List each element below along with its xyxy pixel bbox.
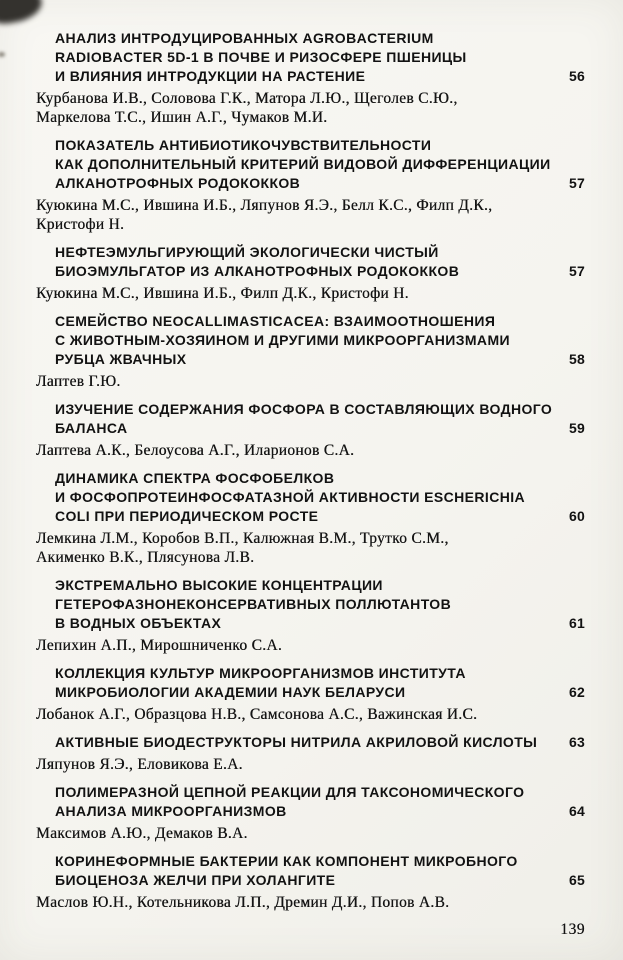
toc-title-line: НЕФТЕЭМУЛЬГИРУЮЩИЙ ЭКОЛОГИЧЕСКИ ЧИСТЫЙ: [55, 244, 439, 260]
toc-page-number: 57: [569, 263, 585, 279]
toc-author-line: Маркелова Т.С., Ишин А.Г., Чумаков М.И.: [36, 109, 328, 126]
toc-entry: [36, 664, 585, 724]
toc-page-number: 65: [569, 872, 585, 888]
toc-author-line: Куюкина М.С., Ившина И.Б., Ляпунов Я.Э., Белл К.С., Филп Д.К.,: [36, 197, 493, 214]
toc-author-line: Акименко В.К., Плясунова Л.В.: [36, 549, 255, 566]
toc-entry-authors: [36, 89, 585, 127]
toc-entry-title: [36, 852, 585, 890]
toc-entry: [36, 852, 585, 912]
toc-entry: [36, 469, 585, 567]
toc-entry-authors: [36, 636, 585, 655]
toc-title-line: [55, 67, 585, 86]
toc-title-line: ПОКАЗАТЕЛЬ АНТИБИОТИКОЧУВСТВИТЕЛЬНОСТИ: [55, 137, 432, 153]
toc-title-line: RADIOBACTER 5D-1 В ПОЧВЕ И РИЗОСФЕРЕ ПШЕНИЦЫ: [55, 49, 467, 65]
toc-entry-authors: [36, 705, 585, 724]
toc-author-line: Лемкина Л.М., Коробов В.П., Калюжная В.М., Трутко С.М.,: [36, 530, 449, 547]
toc-title-line-text: В ВОДНЫХ ОБЪЕКТАХ: [55, 615, 222, 631]
toc-entry: [36, 733, 585, 774]
toc-title-line: [55, 733, 585, 752]
toc-entry: [36, 576, 585, 655]
toc-entry-authors: [36, 196, 585, 234]
toc-entry: [36, 243, 585, 303]
toc-author-line: Максимов А.Ю., Демаков В.А.: [36, 825, 248, 842]
toc-entry-title: [36, 29, 585, 86]
toc-entry: [36, 136, 585, 234]
toc-title-line-text: И ВЛИЯНИЯ ИНТРОДУКЦИИ НА РАСТЕНИЕ: [55, 68, 366, 84]
toc-title-line-text: АЛКАНОТРОФНЫХ РОДОКОККОВ: [55, 175, 301, 191]
toc-entry-title: [36, 243, 585, 281]
toc-title-line: [55, 871, 585, 890]
toc-page-number: 60: [569, 508, 585, 524]
toc-page-number: 61: [569, 615, 585, 631]
toc-title-line: [55, 683, 585, 702]
toc-entry-title: [36, 783, 585, 821]
toc-author-line: Куюкина М.С., Ившина И.Б., Филп Д.К., Кристофи Н.: [36, 285, 409, 302]
toc-entry: [36, 400, 585, 460]
toc-author-line: Маслов Ю.Н., Котельникова Л.П., Дремин Д.И., Попов А.В.: [36, 894, 450, 911]
toc-entry-authors: [36, 824, 585, 843]
toc-author-line: Ляпунов Я.Э., Еловикова Е.А.: [36, 756, 243, 773]
toc-page-number: 56: [569, 68, 585, 84]
toc-entry-authors: [36, 441, 585, 460]
toc-title-line: АНАЛИЗ ИНТРОДУЦИРОВАННЫХ AGROBACTERIUM: [55, 30, 434, 46]
toc-entry-title: [36, 664, 585, 702]
toc-title-line-text: COLI ПРИ ПЕРИОДИЧЕСКОМ РОСТЕ: [55, 508, 319, 524]
toc-entry-authors: [36, 893, 585, 912]
toc-title-line: КОЛЛЕКЦИЯ КУЛЬТУР МИКРООРГАНИЗМОВ ИНСТИТУТА: [55, 665, 466, 681]
toc-page-number: 58: [569, 351, 585, 367]
toc-title-line: [55, 350, 585, 369]
toc-title-line-text: АКТИВНЫЕ БИОДЕСТРУКТОРЫ НИТРИЛА АКРИЛОВОЙ КИСЛОТЫ: [55, 734, 538, 750]
toc-title-line: ГЕТЕРОФАЗНОНЕКОНСЕРВАТИВНЫХ ПОЛЛЮТАНТОВ: [55, 596, 452, 612]
toc-title-line-text: БИОЭМУЛЬГАТОР ИЗ АЛКАНОТРОФНЫХ РОДОКОККОВ: [55, 263, 460, 279]
toc-entry-authors: [36, 284, 585, 303]
toc-entry: [36, 783, 585, 843]
toc-title-line: КАК ДОПОЛНИТЕЛЬНЫЙ КРИТЕРИЙ ВИДОВОЙ ДИФФЕРЕНЦИАЦИИ: [55, 156, 551, 172]
toc-page-number: 64: [569, 803, 585, 819]
toc-entry-title: [36, 576, 585, 633]
toc-title-line-text: БИОЦЕНОЗА ЖЕЛЧИ ПРИ ХОЛАНГИТЕ: [55, 872, 336, 888]
toc-author-line: Кристофи Н.: [36, 216, 125, 233]
toc-entry-title: [36, 400, 585, 438]
toc-entry-authors: [36, 529, 585, 567]
toc-title-line: ЭКСТРЕМАЛЬНО ВЫСОКИЕ КОНЦЕНТРАЦИИ: [55, 577, 383, 593]
toc-title-line: ПОЛИМЕРАЗНОЙ ЦЕПНОЙ РЕАКЦИИ ДЛЯ ТАКСОНОМИЧЕСКОГО: [55, 784, 525, 800]
toc-author-line: Лаптев Г.Ю.: [36, 373, 121, 390]
toc-entry-authors: [36, 755, 585, 774]
toc-author-line: Курбанова И.В., Соловова Г.К., Матора Л.Ю., Щеголев С.Ю.,: [36, 90, 458, 107]
toc-title-line-text: БАЛАНСА: [55, 420, 128, 436]
toc-page-number: 62: [569, 684, 585, 700]
toc-title-line: [55, 174, 585, 193]
toc-title-line: ИЗУЧЕНИЕ СОДЕРЖАНИЯ ФОСФОРА В СОСТАВЛЯЮЩИХ ВОДНОГО: [55, 401, 553, 417]
toc-page-number: 59: [569, 420, 585, 436]
toc-entry-title: [36, 733, 585, 752]
toc-title-line: [55, 419, 585, 438]
toc-title-line: ДИНАМИКА СПЕКТРА ФОСФОБЕЛКОВ: [55, 470, 335, 486]
toc-author-line: Лепихин А.П., Мирошниченко С.А.: [36, 637, 283, 654]
toc-title-line: КОРИНЕФОРМНЫЕ БАКТЕРИИ КАК КОМПОНЕНТ МИКРОБНОГО: [55, 853, 518, 869]
toc-entry-title: [36, 136, 585, 193]
toc-title-line-text: МИКРОБИОЛОГИИ АКАДЕМИИ НАУК БЕЛАРУСИ: [55, 684, 406, 700]
toc-title-line: И ФОСФОПРОТЕИНФОСФАТАЗНОЙ АКТИВНОСТИ ESCHERICHIA: [55, 489, 526, 505]
toc-title-line: [55, 262, 585, 281]
toc-title-line: [55, 614, 585, 633]
toc-title-line: [55, 802, 585, 821]
folio-page-number: 139: [560, 921, 585, 938]
toc-entry: [36, 312, 585, 391]
toc-entry: [36, 29, 585, 127]
toc-title-line: СЕМЕЙСТВО NEOCALLIMASTICACEA: ВЗАИМООТНОШЕНИЯ: [55, 313, 496, 329]
toc-entry-authors: [36, 372, 585, 391]
toc-title-line-text: РУБЦА ЖВАЧНЫХ: [55, 351, 187, 367]
toc-author-line: Лаптева А.К., Белоусова А.Г., Иларионов С.А.: [36, 442, 355, 459]
toc-page-number: 57: [569, 175, 585, 191]
toc-entry-title: [36, 469, 585, 526]
toc-title-line-text: АНАЛИЗА МИКРООРГАНИЗМОВ: [55, 803, 287, 819]
toc-author-line: Лобанок А.Г., Образцова Н.В., Самсонова А.С., Важинская И.С.: [36, 706, 478, 723]
toc-entry-title: [36, 312, 585, 369]
toc-page-number: 63: [569, 734, 585, 750]
toc-title-line: С ЖИВОТНЫМ-ХОЗЯИНОМ И ДРУГИМИ МИКРООРГАНИЗМАМИ: [55, 332, 510, 348]
toc-title-line: [55, 507, 585, 526]
